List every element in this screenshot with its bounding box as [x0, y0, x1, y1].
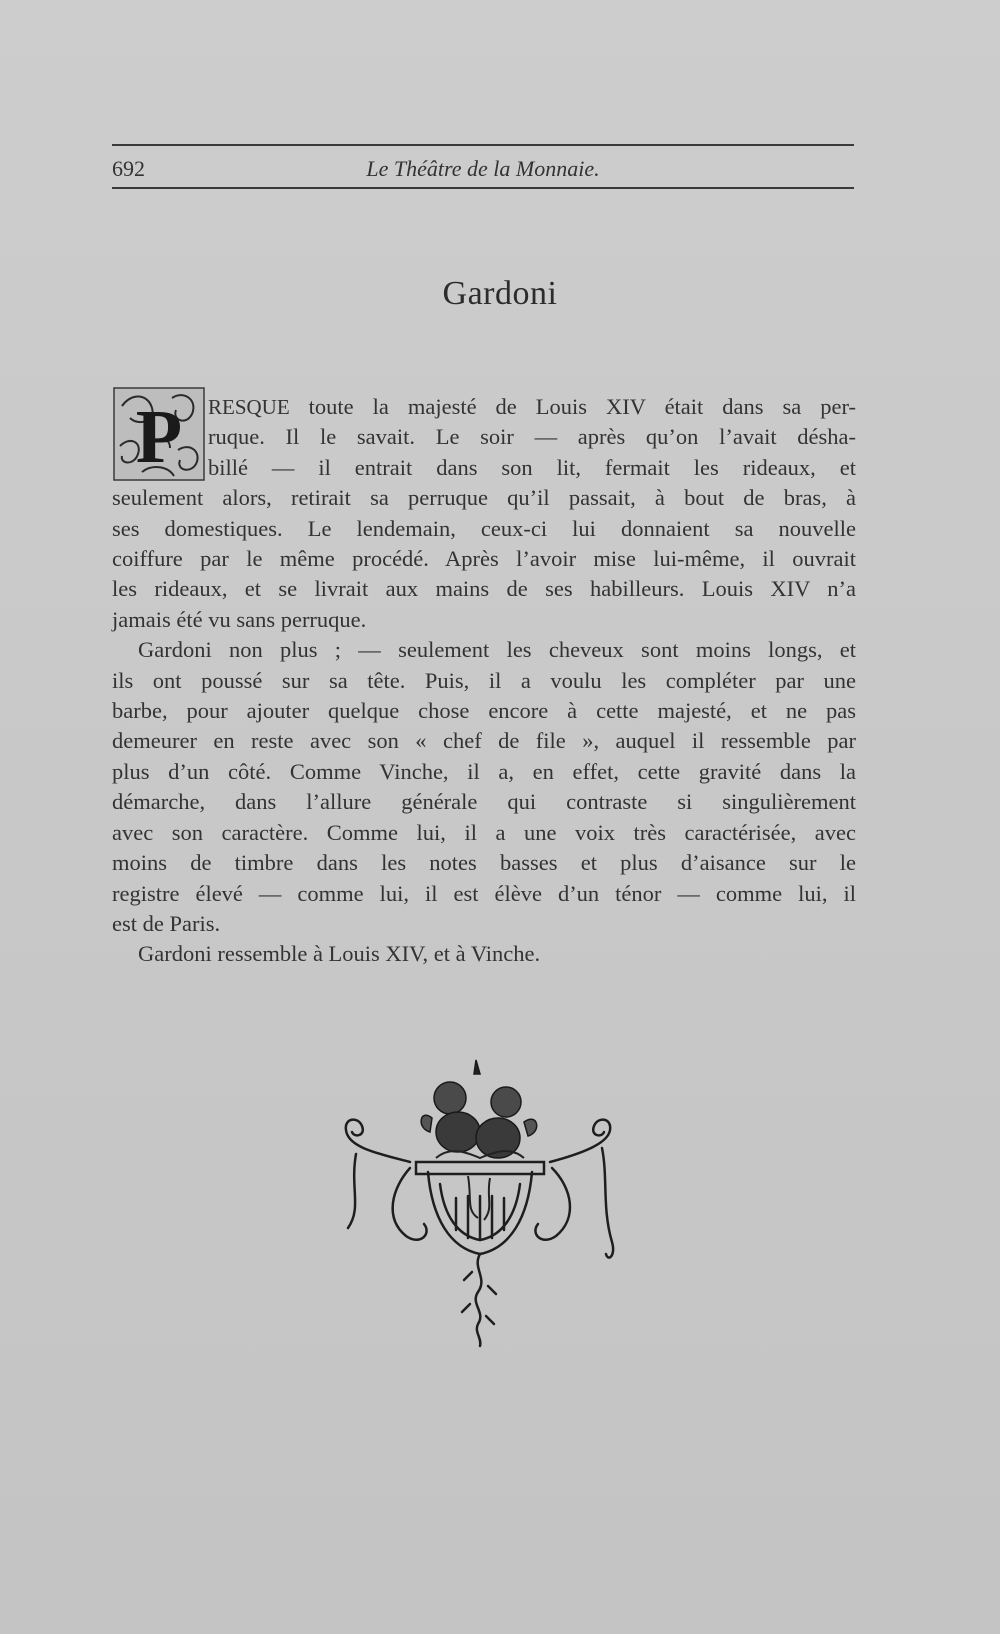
text-line: moins de timbre dans les notes basses et plus d’aisance sur le [112, 850, 856, 876]
text-line: demeurer en reste avec son « chef de file », auquel il ressemble par [112, 728, 856, 754]
text-line: ils ont poussé sur sa tête. Puis, il a voulu les compléter par une [112, 667, 856, 693]
chapter-title: Gardoni [442, 275, 558, 312]
text-line: les rideaux, et se livrait aux mains de ses habilleurs. Louis XIV n’a [112, 576, 856, 602]
text-line: billé — il entrait dans son lit, fermait les rideaux, et [208, 454, 856, 480]
text-line: registre élevé — comme lui, il est élève d’un ténor — comme lui, il [112, 880, 856, 906]
text-line: avec son caractère. Comme lui, il a une voix très caractérisée, avec [112, 819, 856, 845]
running-title: Le Théâtre de la Monnaie. [366, 156, 600, 181]
text-line: ruque. Il le savait. Le soir — après qu’on l’avait désha- [208, 424, 856, 450]
header-top-rule [112, 144, 854, 146]
header-bottom-rule [112, 187, 854, 189]
article-body [112, 392, 856, 970]
text-line: plus d’un côté. Comme Vinche, il a, en effet, cette gravité dans la [112, 758, 856, 784]
text-line: démarche, dans l’allure générale qui contraste si singulièrement [112, 789, 856, 815]
page-number: 692 [112, 156, 145, 181]
text-line: barbe, pour ajouter quelque chose encore à cette majesté, et ne pas [112, 698, 856, 724]
text-line: Gardoni ressemble à Louis XIV, et à Vinche. [138, 941, 541, 967]
text-line: est de Paris. [112, 910, 221, 936]
text-line: RESQUE toute la majesté de Louis XIV était dans sa per- [208, 394, 856, 419]
text-line: ses domestiques. Le lendemain, ceux-ci lui donnaient sa nouvelle [112, 515, 856, 541]
running-head [112, 150, 854, 184]
cherub-vignette [340, 1058, 620, 1348]
cherub-vignette-icon [340, 1058, 620, 1348]
text-line: coiffure par le même procédé. Après l’avoir mise lui-même, il ouvrait [112, 546, 856, 572]
text-line: seulement alors, retirait sa perruque qu’il passait, à bout de bras, à [112, 485, 856, 511]
opening-word-rest: RESQUE [208, 395, 290, 419]
text-line: Gardoni non plus ; — seulement les cheveux sont moins longs, et [138, 637, 856, 663]
text-line: jamais été vu sans perruque. [112, 606, 367, 632]
svg-text:P: P [135, 395, 183, 479]
